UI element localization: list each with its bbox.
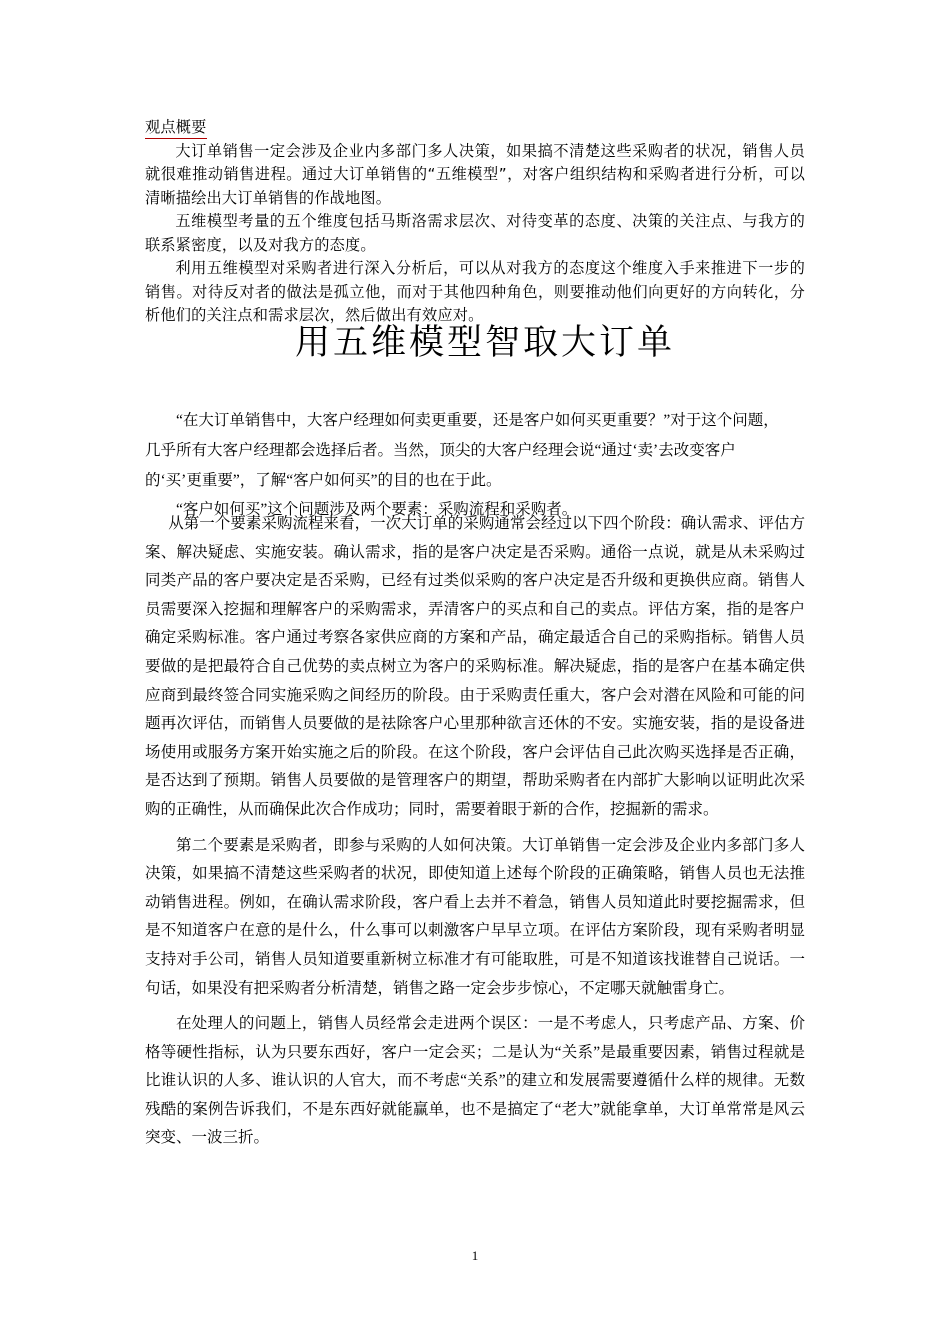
- body-paragraph-3: 在处理人的问题上，销售人员经常会走进两个误区：一是不考虑人，只考虑产品、方案、价格等硬性指标，认为只要东西好，客户一定会买；二是认为“关系”是最重要因素，销售过程就是比谁认识的人多、谁认识的人官大，而不考虑“关系”的建立和发展需要遵循什么样的规律。无数残酷的案例告诉我们，不是东西好就能赢单，也不是搞定了“老大”就能拿单，大订单常常是风云突变、一波三折。: [145, 1015, 805, 1147]
- overview-paragraph-3: 利用五维模型对采购者进行深入分析后，可以从对我方的态度这个维度入手来推进下一步的销售。对待反对者的做法是孤立他，而对于其他四种角色，则要推动他们向更好的方向转化，分析他们的关注点和需求层次，然后做出有效应对。: [145, 259, 805, 324]
- overview-paragraph-2: 五维模型考量的五个维度包括马斯洛需求层次、对待变革的态度、决策的关注点、与我方的联系紧密度，以及对我方的态度。: [145, 212, 805, 254]
- intro-paragraph-1: “在大订单销售中，大客户经理如何卖更重要，还是客户如何买更重要？”对于这个问题，几乎所有大客户经理都会选择后者。当然，顶尖的大客户经理会说“通过‘卖’去改变客户的‘买’更重要”，了解“客户如何买”的目的也在于此。: [145, 412, 779, 489]
- intro-paragraph-2: “客户如何买”这个问题涉及两个要素：采购流程和采购者。: [176, 501, 578, 519]
- body-paragraph-1: 从第一个要素采购流程来看，一次大订单的采购通常会经过以下四个阶段：确认需求、评估方案、解决疑虑、实施安装。确认需求，指的是客户决定是否采购。通俗一点说，就是从未采购过同类产品的客户要决定是否采购，已经有过类似采购的客户决定是否升级和更换供应商。销售人员需要深入挖掘和理解客户的采购需求，弄清客户的买点和自己的卖点。评估方案，指的是客户确定采购标准。客户通过考察各家供应商的方案和产品，确定最适合自己的采购指标。销售人员要做的是把最符合自己优势的卖点树立为客户的采购标准。解决疑虑，指的是客户在基本确定供应商到最终签合同实施采购之间经历的阶段。由于采购责任重大，客户会对潜在风险和可能的问题再次评估，而销售人员要做的是祛除客户心里那种欲言还休的不安。实施安装，指的是设备进场使用或服务方案开始实施之后的阶段。在这个阶段，客户会评估自己此次购买选择是否正确，是否达到了预期。销售人员要做的是管理客户的期望，帮助采购者在内部扩大影响以证明此次采购的正确性，从而确保此次合作成功；同时，需要着眼于新的合作，挖掘新的需求。: [145, 515, 805, 818]
- body-paragraph-2: 第二个要素是采购者，即参与采购的人如何决策。大订单销售一定会涉及企业内多部门多人决策，如果搞不清楚这些采购者的状况，即使知道上述每个阶段的正确策略，销售人员也无法推动销售进程。例如，在确认需求阶段，客户看上去并不着急，销售人员知道此时要挖掘需求，但是不知道客户在意的是什么，什么事可以刺激客户早早立项。在评估方案阶段，现有采购者明显支持对手公司，销售人员知道要重新树立标准才有可能取胜，可是不知道该找谁替自己说话。一句话，如果没有把采购者分析清楚，销售之路一定会步步惊心，不定哪天就触雷身亡。: [145, 836, 805, 997]
- overview-section: [145, 116, 805, 328]
- intro-section: [145, 406, 785, 525]
- page-number: 1: [471, 1248, 479, 1263]
- body-section: [145, 510, 805, 1153]
- overview-paragraph-1: 大订单销售一定会涉及企业内多部门多人决策，如果搞不清楚这些采购者的状况，销售人员就很难推动销售进程。通过大订单销售的“五维模型”，对客户组织结构和采购者进行分析，可以清晰描绘出大订单销售的作战地图。: [145, 141, 805, 207]
- overview-heading: 观点概要: [145, 117, 207, 139]
- article-title: 用五维模型智取大订单: [294, 323, 675, 363]
